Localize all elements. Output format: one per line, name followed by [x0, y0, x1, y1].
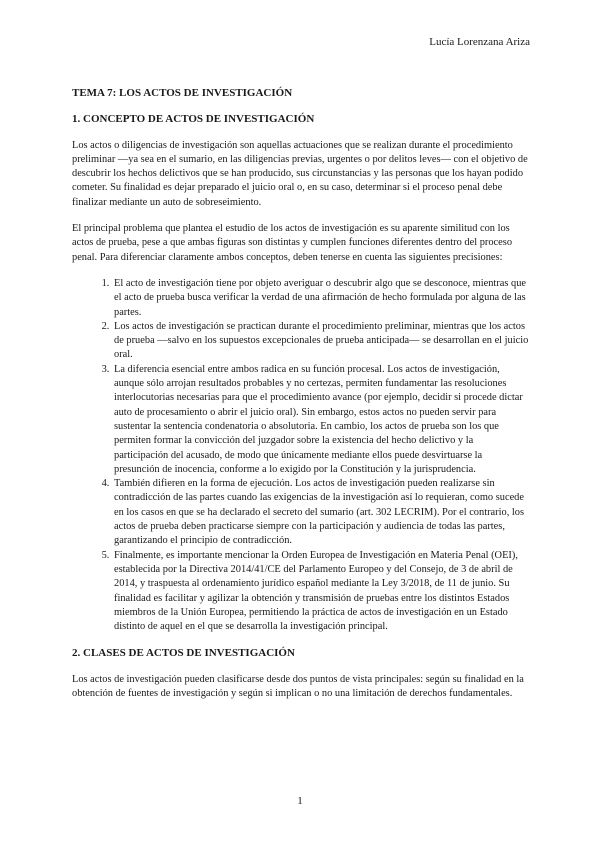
precision-item-1: 1. El acto de investigación tiene por objeto averiguar o descubrir algo que se desconoce, mientras que el acto de prueba busca verificar la verdad de una afirmación de hecho formulada por alguna de las partes.	[112, 277, 530, 320]
page-number: 1	[297, 795, 303, 807]
document-title: TEMA 7: LOS ACTOS DE INVESTIGACIÓN	[72, 87, 293, 99]
precision-item-4: 4. También difieren en la forma de ejecución. Los actos de investigación pueden realizarse sin contradicción de las partes cuando las exigencias de la investigación así lo requieran, como sucede en los casos en que se ha declarado el secreto del sumario (art. 302 LECRIM). Por el contrario, los actos de prueba deben practicarse siempre con la participación y audiencia de todas las partes, garantizando el principio de contradicción.	[112, 477, 530, 548]
section-1-heading: 1. CONCEPTO DE ACTOS DE INVESTIGACIÓN	[72, 113, 315, 126]
document-body	[72, 86, 530, 713]
section-1-paragraph-2: El principal problema que plantea el estudio de los actos de investigación es su aparente similitud con los actos de prueba, pese a que ambas figuras son distintas y cumplen funciones diferentes dentro del proceso penal. Para diferenciar claramente ambos conceptos, deben tenerse en cuenta las siguientes precisiones:	[72, 223, 513, 263]
section-1-paragraph-1: Los actos o diligencias de investigación son aquellas actuaciones que se realizan durante el procedimiento preliminar —ya sea en el sumario, en las diligencias previas, urgentes o por delitos leves— con el objetivo de descubrir los hechos delictivos que se han producido, sus circunstancias y las personas que los hayan podido cometer. Su finalidad es dejar preparado el juicio oral o, en su caso, determinar si el proceso penal debe finalizar mediante un auto de sobreseimiento.	[72, 139, 528, 208]
section-2-paragraph: Los actos de investigación pueden clasificarse desde dos puntos de vista principales: según su finalidad en la obtención de fuentes de investigación y según si implican o no una limitación de derechos fundamentales.	[72, 673, 524, 699]
section-2-heading: 2. CLASES DE ACTOS DE INVESTIGACIÓN	[72, 647, 295, 660]
precision-item-5: 5. Finalmente, es importante mencionar la Orden Europea de Investigación en Materia Penal (OEI), establecida por la Directiva 2014/41/CE del Parlamento Europeo y del Consejo, de 3 de abril de 2014, y traspuesta al ordenamiento jurídico español mediante la Ley 3/2018, de 11 de junio. Su finalidad es facilitar y agilizar la obtención y transmisión de pruebas entre los distintos Estados miembros de la Unión Europea, permitiendo la práctica de actos de investigación en un Estado distinto de aquel en el que se desarrolla la investigación principal.	[112, 549, 530, 635]
precisions-list	[72, 277, 530, 634]
header-author: Lucía Lorenzana Ariza	[429, 36, 530, 48]
precision-item-3: 3. La diferencia esencial entre ambos radica en su función procesal. Los actos de investigación, aunque sólo arrojan resultados probables y no certezas, permiten fundamentar las resoluciones interlocutorias necesarias para que el procedimiento avance (por ejemplo, decidir si procede dictar auto de procesamiento o abrir el juicio oral). Sin embargo, estos actos no pueden servir para sustentar la sentencia condenatoria o absolutoria. En cambio, los actos de prueba son los que permiten formar la convicción del juzgador sobre la existencia del hecho delictivo y la participación del acusado, de modo que únicamente mediante ellos puede desvirtuarse la presunción de inocencia, conforme a lo exigido por la Constitución y la jurisprudencia.	[112, 363, 530, 477]
precision-item-2: 2. Los actos de investigación se practican durante el procedimiento preliminar, mientras que los actos de prueba —salvo en los supuestos excepcionales de prueba anticipada— se desarrollan en el juicio oral.	[112, 320, 530, 363]
